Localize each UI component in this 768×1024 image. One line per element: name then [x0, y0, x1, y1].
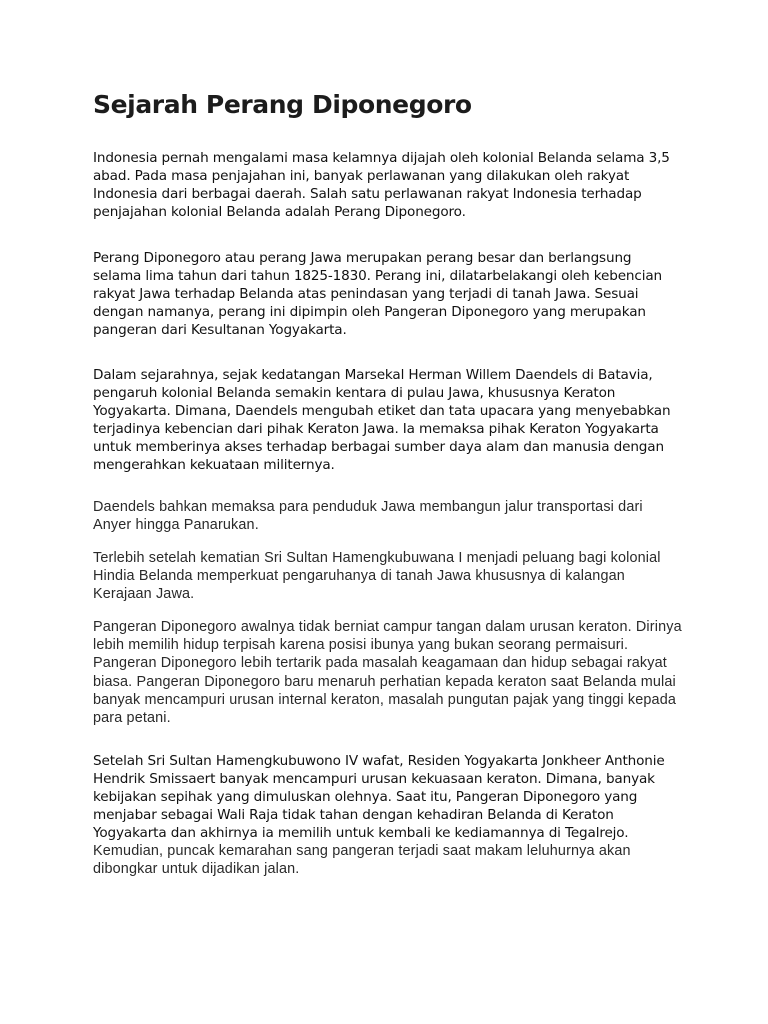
- paragraph-diponegoro-background: Pangeran Diponegoro awalnya tidak berniat campur tangan dalam urusan keraton. Dirinya lebih memilih hidup terpisah karena posisi ibunya yang bukan seorang permaisuri. Pangeran Diponegoro lebih tertarik pada masalah keagamaan dan hidup sebagai rakyat biasa. Pangeran Diponegoro baru menaruh perhatian kepada keraton saat Belanda mulai banyak mencampuri urusan internal keraton, masalah pungutan pajak yang tinggi kepada para petani.: [93, 619, 682, 727]
- paragraph-tomb-incident: Kemudian, puncak kemarahan sang pangeran terjadi saat makam leluhurnya akan dibongkar untuk dijadikan jalan.: [93, 843, 631, 878]
- paragraph-daendels-road: Daendels bahkan memaksa para penduduk Jawa membangun jalur transportasi dari Anyer hingga Panarukan.: [93, 499, 643, 534]
- paragraph-war-overview: Perang Diponegoro atau perang Jawa merupakan perang besar dan berlangsung selama lima tahun dari tahun 1825-1830. Perang ini, dilatarbelakangi oleh kebencian rakyat Jawa terhadap Belanda atas penindasan yang terjadi di tanah Jawa. Sesuai dengan namanya, perang ini dipimpin oleh Pangeran Diponegoro yang merupakan pangeran dari Kesultanan Yogyakarta.: [93, 250, 662, 338]
- paragraph-hamengkubuwana-death: Terlebih setelah kematian Sri Sultan Hamengkubuwana I menjadi peluang bagi kolonial Hindia Belanda memperkuat pengaruhanya di tanah Jawa khususnya di kalangan Kerajaan Jawa.: [93, 550, 661, 603]
- document-title: Sejarah Perang Diponegoro: [93, 90, 472, 119]
- paragraph-smissaert: Setelah Sri Sultan Hamengkubuwono IV wafat, Residen Yogyakarta Jonkheer Anthonie Hendrik Smissaert banyak mencampuri urusan kekuasaan keraton. Dimana, banyak kebijakan sepihak yang dimuluskan olehnya. Saat itu, Pangeran Diponegoro yang menjabar sebagai Wali Raja tidak tahan dengan kehadiran Belanda di Keraton Yogyakarta dan akhirnya ia memilih untuk kembali ke kediamannya di Tegalrejo.: [93, 753, 665, 841]
- paragraph-daendels-influence: Dalam sejarahnya, sejak kedatangan Marsekal Herman Willem Daendels di Batavia, pengaruh kolonial Belanda semakin kentara di pulau Jawa, khususnya Keraton Yogyakarta. Dimana, Daendels mengubah etiket dan tata upacara yang menyebabkan terjadinya kebencian dari pihak Keraton Jawa. Ia memaksa pihak Keraton Yogyakarta untuk memberinya akses terhadap berbagai sumber daya alam dan manusia dengan mengerahkan kekuataan militernya.: [93, 367, 671, 473]
- paragraph-intro: Indonesia pernah mengalami masa kelamnya dijajah oleh kolonial Belanda selama 3,5 abad. Pada masa penjajahan ini, banyak perlawanan yang dilakukan oleh rakyat Indonesia dari berbagai daerah. Salah satu perlawanan rakyat Indonesia terhadap penjajahan kolonial Belanda adalah Perang Diponegoro.: [93, 150, 670, 220]
- paragraph-group-final: [93, 752, 683, 878]
